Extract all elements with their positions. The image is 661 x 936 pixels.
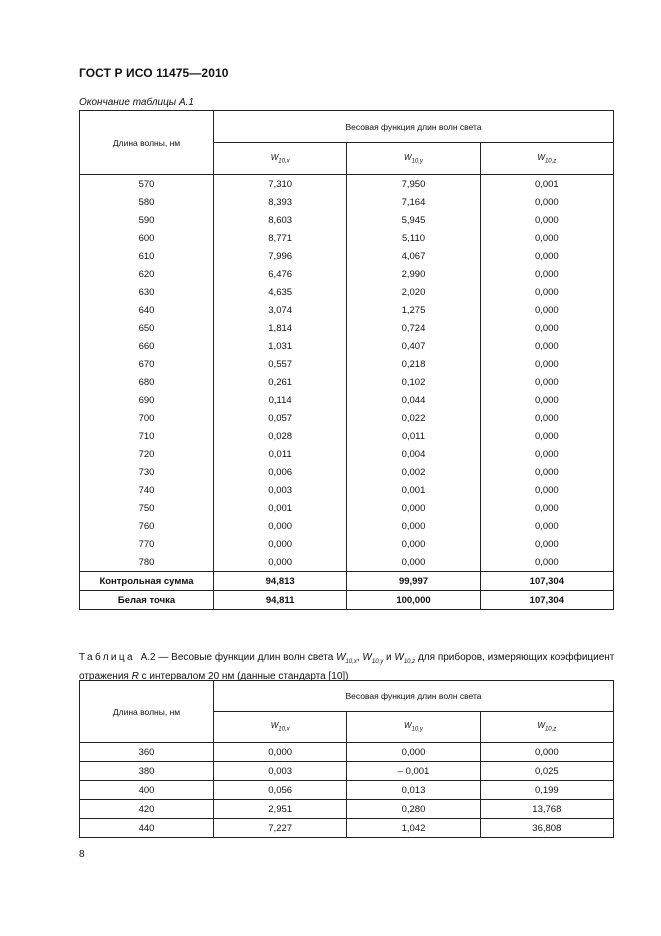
table-row	[80, 283, 614, 301]
table-cell: 99,997	[347, 572, 480, 591]
table-cell: 760	[80, 517, 214, 535]
table-cell: 0,000	[480, 463, 613, 481]
table-cell: 0,000	[480, 391, 613, 409]
table-cell: 107,304	[480, 572, 613, 591]
table-row	[80, 391, 614, 409]
table-cell: 620	[80, 265, 214, 283]
table-cell: 0,001	[214, 499, 347, 517]
table-cell: 680	[80, 373, 214, 391]
table-cell: 0,000	[480, 553, 613, 572]
table-cell: 740	[80, 481, 214, 499]
table-cell: 0,001	[347, 481, 480, 499]
table-row	[80, 445, 614, 463]
summary-row	[80, 572, 614, 591]
table-cell: 0,557	[214, 355, 347, 373]
table-row	[80, 337, 614, 355]
table-row	[80, 211, 614, 229]
table-cell: 0,000	[214, 743, 347, 762]
table-cell: 0,000	[347, 535, 480, 553]
table-cell: 0,000	[480, 499, 613, 517]
table-cell: 0,000	[480, 301, 613, 319]
table-cell: 0,028	[214, 427, 347, 445]
table-cell: 400	[80, 781, 214, 800]
table-cell: 660	[80, 337, 214, 355]
table-cell: 0,000	[480, 743, 613, 762]
table-cell: 440	[80, 819, 214, 838]
table-row	[80, 463, 614, 481]
table-cell: 0,000	[480, 337, 613, 355]
table-cell: 4,635	[214, 283, 347, 301]
table-cell: 0,000	[480, 211, 613, 229]
table-row	[80, 301, 614, 319]
table-row	[80, 762, 614, 781]
table-row	[80, 229, 614, 247]
table-cell: Белая точка	[80, 591, 214, 610]
table-cell: 0,004	[347, 445, 480, 463]
table-cell: 1,042	[347, 819, 480, 838]
table-cell: 0,025	[480, 762, 613, 781]
table-cell: 690	[80, 391, 214, 409]
wavelength-header: Длина волны, нм	[80, 681, 214, 743]
table-cell: 590	[80, 211, 214, 229]
document-designation: ГОСТ Р ИСО 11475—2010	[79, 66, 229, 80]
table-row	[80, 819, 614, 838]
table-cell: 0,006	[214, 463, 347, 481]
col-header-w10z: $W_{10,z}$	[480, 712, 613, 743]
table-cell: 0,044	[347, 391, 480, 409]
table-cell: 94,813	[214, 572, 347, 591]
table-cell: 0,000	[480, 355, 613, 373]
table-cell: 780	[80, 553, 214, 572]
table-cell: 0,000	[347, 743, 480, 762]
col-header-w10x: $W_{10,x}$	[214, 143, 347, 175]
col-header-w10y: $W_{10,y}$	[347, 712, 480, 743]
table-cell: 0,000	[480, 373, 613, 391]
table-row	[80, 193, 614, 211]
table-cell: 750	[80, 499, 214, 517]
table-cell: 720	[80, 445, 214, 463]
table-cell: 0,102	[347, 373, 480, 391]
wavelength-header: Длина волны, нм	[80, 111, 214, 175]
table-cell: 420	[80, 800, 214, 819]
table-cell: 8,393	[214, 193, 347, 211]
table-cell: 0,000	[347, 553, 480, 572]
table-cell: 0,002	[347, 463, 480, 481]
weighting-function-header: Весовая функция длин волн света	[214, 681, 614, 712]
table-cell: 0,000	[480, 193, 613, 211]
table-cell: 4,067	[347, 247, 480, 265]
table-cell: 8,771	[214, 229, 347, 247]
table-cell: 2,951	[214, 800, 347, 819]
table-cell: 0,057	[214, 409, 347, 427]
table-cell: 1,814	[214, 319, 347, 337]
table-cell: 0,001	[480, 175, 613, 194]
table-cell: 0,000	[480, 319, 613, 337]
table-cell: 1,031	[214, 337, 347, 355]
table-cell: 36,808	[480, 819, 613, 838]
table-cell: 0,000	[480, 481, 613, 499]
table-cell: 0,003	[214, 762, 347, 781]
col-header-w10y: $W_{10,y}$	[347, 143, 480, 175]
table-cell: 8,603	[214, 211, 347, 229]
table-cell: 0,218	[347, 355, 480, 373]
table-cell: 610	[80, 247, 214, 265]
table-cell: 1,275	[347, 301, 480, 319]
table-row	[80, 517, 614, 535]
table-cell: 0,011	[347, 427, 480, 445]
table-row	[80, 781, 614, 800]
table-cell: 640	[80, 301, 214, 319]
table-cell: 0,056	[214, 781, 347, 800]
table-cell: 94,811	[214, 591, 347, 610]
table-cell: 770	[80, 535, 214, 553]
table-row	[80, 265, 614, 283]
table-cell: Контрольная сумма	[80, 572, 214, 591]
table-cell: 0,000	[214, 535, 347, 553]
weighting-function-header: Весовая функция длин волн света	[214, 111, 614, 143]
table-cell: 730	[80, 463, 214, 481]
table-row	[80, 553, 614, 572]
table-row	[80, 355, 614, 373]
table-row	[80, 409, 614, 427]
table-cell: 13,768	[480, 800, 613, 819]
table-cell: 0,000	[480, 409, 613, 427]
table-cell: 0,000	[480, 517, 613, 535]
table-cell: 0,114	[214, 391, 347, 409]
table-cell: – 0,001	[347, 762, 480, 781]
table-cell: 0,280	[347, 800, 480, 819]
table-row	[80, 427, 614, 445]
table-cell: 0,003	[214, 481, 347, 499]
col-header-w10x: $W_{10,x}$	[214, 712, 347, 743]
table-cell: 0,261	[214, 373, 347, 391]
table-cell: 0,000	[480, 427, 613, 445]
table-cell: 630	[80, 283, 214, 301]
table-cell: 5,945	[347, 211, 480, 229]
table-cell: 650	[80, 319, 214, 337]
table-row	[80, 535, 614, 553]
weighting-table-a2	[79, 680, 614, 838]
table-cell: 5,110	[347, 229, 480, 247]
table-cell: 0,000	[480, 229, 613, 247]
table-cell: 0,000	[347, 499, 480, 517]
table-cell: 0,000	[347, 517, 480, 535]
table-cell: 2,990	[347, 265, 480, 283]
table-cell: 7,227	[214, 819, 347, 838]
table-cell: 7,950	[347, 175, 480, 194]
table-cell: 0,000	[214, 517, 347, 535]
table-cell: 0,022	[347, 409, 480, 427]
table-cell: 0,724	[347, 319, 480, 337]
table-cell: 580	[80, 193, 214, 211]
table1-caption: Окончание таблицы А.1	[79, 97, 194, 108]
weighting-table-a1	[79, 110, 614, 610]
table-cell: 0,000	[480, 283, 613, 301]
table-cell: 0,013	[347, 781, 480, 800]
table-cell: 7,996	[214, 247, 347, 265]
table-cell: 0,011	[214, 445, 347, 463]
table-cell: 360	[80, 743, 214, 762]
table-cell: 2,020	[347, 283, 480, 301]
table-row	[80, 800, 614, 819]
table-cell: 0,000	[480, 535, 613, 553]
summary-row	[80, 591, 614, 610]
table-cell: 6,476	[214, 265, 347, 283]
table-row	[80, 743, 614, 762]
table-cell: 670	[80, 355, 214, 373]
table-cell: 0,000	[480, 445, 613, 463]
table-cell: 0,000	[480, 265, 613, 283]
table-row	[80, 481, 614, 499]
page-number: 8	[79, 849, 85, 860]
table-row	[80, 373, 614, 391]
table-row	[80, 319, 614, 337]
table-cell: 0,000	[214, 553, 347, 572]
table2-caption: Таблица А.2 — Весовые функции длин волн света $W_{10,x}$, $W_{10,y}$ и $W_{10,z}$ для приборов, измеряющих коэффициент отражения R с интервалом 20 нм (данные стандарта [10])	[79, 652, 615, 682]
table-row	[80, 499, 614, 517]
table-cell: 0,000	[480, 247, 613, 265]
table-row	[80, 175, 614, 194]
table-cell: 600	[80, 229, 214, 247]
table-cell: 0,407	[347, 337, 480, 355]
table-row	[80, 247, 614, 265]
table-cell: 0,199	[480, 781, 613, 800]
table-cell: 380	[80, 762, 214, 781]
table-cell: 570	[80, 175, 214, 194]
table-cell: 107,304	[480, 591, 613, 610]
table-cell: 7,164	[347, 193, 480, 211]
col-header-w10z: $W_{10,z}$	[480, 143, 613, 175]
table-cell: 710	[80, 427, 214, 445]
table-cell: 7,310	[214, 175, 347, 194]
table-cell: 3,074	[214, 301, 347, 319]
table-cell: 100,000	[347, 591, 480, 610]
table-cell: 700	[80, 409, 214, 427]
